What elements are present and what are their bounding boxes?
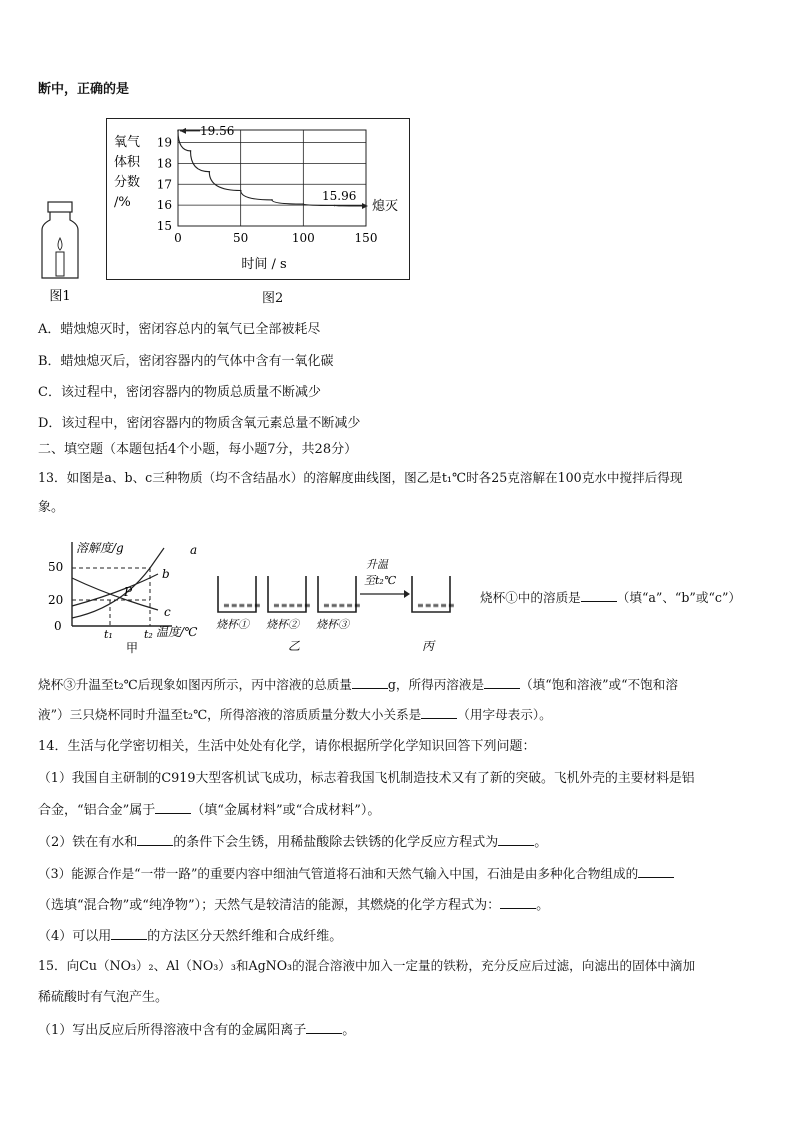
figure2-data-point — [334, 205, 336, 207]
figure2-caption: 图2 — [262, 291, 284, 306]
q14-p1b: 合金，“铝合金”属于 （填“金属材料”或“合成材料”）。 — [38, 803, 381, 818]
figure2-ytick-label: 18 — [156, 156, 172, 171]
q14-p1a: （1）我国自主研制的C919大型客机试飞成功，标志着我国飞机制造技术又有了新的突破。飞机外壳的主要材料是铝 — [38, 771, 695, 786]
q13-blank-4[interactable] — [421, 706, 457, 719]
jia-label-a: a — [190, 543, 198, 557]
jia-label-p: P — [124, 585, 133, 599]
figure2-data-point — [209, 171, 211, 173]
q13-blank-2[interactable] — [352, 676, 388, 689]
yi-beaker-2 — [268, 576, 312, 612]
svg-text:≡≡≡≡≡: ≡≡≡≡≡ — [223, 601, 262, 610]
q15-stem-2: 稀硫酸时有气泡产生。 — [38, 990, 169, 1005]
figure2-xlabel: 时间 / s — [241, 257, 287, 272]
figure2-ytick-label: 17 — [156, 177, 172, 192]
figure2-data-point — [271, 199, 273, 201]
figure2-xtick-label: 0 — [174, 231, 182, 245]
q12-option-c: C．该过程中，密闭容器内的物质总质量不断减少 — [38, 385, 321, 400]
jia-curve-c — [72, 578, 158, 610]
figure2-chart — [106, 118, 410, 280]
section2-title: 二、填空题（本题包括4个小题，每小题7分，共28分） — [38, 442, 358, 457]
q14-blank-5[interactable] — [500, 896, 536, 909]
figure2-data-point — [190, 150, 192, 152]
yi-label-2: 烧杯② — [266, 618, 299, 631]
q14-p4: （4）可以用 的方法区分天然纤维和合成纤维。 — [38, 929, 343, 944]
figure2-ytick-label: 19 — [156, 135, 172, 150]
figure2-ytick-label: 15 — [156, 219, 172, 233]
figure2-start-annotation: 19.56 — [200, 123, 235, 138]
svg-text:≡≡≡≡≡: ≡≡≡≡≡ — [273, 601, 312, 610]
jia-xlabel: 温度/℃ — [156, 625, 198, 639]
q15-p1: （1）写出反应后所得溶液中含有的金属阳离子 。 — [38, 1023, 356, 1038]
figure2-data-point — [240, 190, 242, 192]
q13-blank-1[interactable] — [581, 589, 617, 602]
jia-label-c: c — [164, 605, 171, 619]
figure1-candle-jar — [36, 200, 86, 308]
figure2-ylabel-line: 分数 — [114, 175, 141, 190]
jia-y20: 20 — [48, 593, 64, 607]
figure-yi-beakers — [214, 570, 362, 656]
figure2-ylabel-line: /% — [114, 195, 131, 210]
q15-blank-1[interactable] — [306, 1021, 342, 1034]
q13-stem-1: 13．如图是a、b、c三种物质（均不含结晶水）的溶解度曲线图，图乙是t₁℃时各25克溶解在100克水中搅拌后得现 — [38, 470, 683, 485]
figure1-caption: 图1 — [49, 289, 71, 304]
jia-t2: t₂ — [144, 628, 153, 641]
figure-bing — [360, 556, 460, 656]
figure2-data-point — [303, 203, 305, 205]
q12-option-a: A．蜡烛熄灭时，密闭容总内的氧气已全部被耗尽 — [38, 322, 321, 337]
intro-line: 断中，正确的是 — [38, 82, 130, 97]
svg-text:≡≡≡≡≡: ≡≡≡≡≡ — [417, 601, 456, 610]
jia-label-b: b — [162, 567, 170, 581]
figure-jia-solubility — [40, 538, 220, 654]
yi-caption: 乙 — [288, 639, 301, 653]
jia-origin: 0 — [54, 619, 62, 633]
jia-t1: t₁ — [104, 628, 113, 641]
figure2-data-point — [177, 130, 179, 132]
q13-line-3: 液”）三只烧杯同时升温至t₂℃，所得溶液的溶质质量分数大小关系是 （用字母表示）。 — [38, 707, 552, 722]
figure2-xtick-label: 150 — [354, 231, 378, 245]
yi-label-1: 烧杯① — [216, 618, 249, 631]
jia-y50: 50 — [48, 560, 64, 574]
figure2-end-annotation: 15.96 — [322, 188, 357, 203]
jia-caption: 甲 — [126, 641, 139, 654]
q13-stem-2: 象。 — [38, 500, 65, 515]
q14-p2: （2）铁在有水和 的条件下会生锈，用稀盐酸除去铁锈的化学反应方程式为 。 — [38, 835, 548, 850]
yi-beaker-1 — [218, 576, 262, 612]
figure2-ytick-label: 16 — [156, 198, 172, 213]
q13-side-text: 烧杯①中的溶质是 （填“a”、“b”或“c”） — [480, 590, 741, 605]
q14-blank-3[interactable] — [498, 833, 534, 846]
q15-stem-1: 15．向Cu（NO₃）₂、Al（NO₃）₃和AgNO₃的混合溶液中加入一定量的铁粉，充分反应后过滤，向滤出的固体中滴加 — [38, 958, 696, 973]
q14-blank-4[interactable] — [638, 865, 674, 878]
yi-label-3: 烧杯③ — [316, 618, 349, 631]
yi-beaker-3 — [318, 576, 362, 612]
figure2-ylabel-line: 氧气 — [114, 135, 141, 150]
figure2-end-label: 熄灭 — [372, 198, 399, 214]
q13-line-2: 烧杯③升温至t₂℃后现象如图丙所示，丙中溶液的总质量 g，所得丙溶液是 （填“饱和溶液”或“不饱和溶 — [38, 677, 678, 692]
figure2-xtick-label: 50 — [233, 231, 249, 245]
jia-ylabel: 溶解度/g — [76, 541, 124, 555]
bing-caption: 丙 — [422, 639, 435, 653]
q14-stem: 14．生活与化学密切相关，生活中处处有化学，请你根据所学化学知识回答下列问题： — [38, 739, 536, 754]
q14-blank-6[interactable] — [111, 927, 147, 940]
q14-blank-2[interactable] — [137, 833, 173, 846]
svg-text:≡≡≡≡≡: ≡≡≡≡≡ — [323, 601, 362, 610]
bing-arrow-top: 升温 — [366, 558, 388, 571]
figure2-ylabel-line: 体积 — [114, 155, 141, 170]
figure2-xtick-label: 100 — [291, 231, 315, 245]
q12-option-b: B．蜡烛熄灭后，密闭容器内的气体中含有一氧化碳 — [38, 354, 334, 369]
q14-p3a: （3）能源合作是“一带一路”的重要内容中细油气管道将石油和天然气输入中国，石油是由多种化合物组成的 — [38, 865, 674, 882]
bing-arrow-bottom: 至t₂℃ — [364, 574, 397, 587]
q14-p3b: （选填“混合物”或“纯净物”）；天然气是较清洁的能源，其燃烧的化学方程式为： 。 — [38, 898, 550, 913]
q14-blank-1[interactable] — [155, 801, 191, 814]
q12-option-d: D．该过程中，密闭容器内的物质含氧元素总量不断减少 — [38, 416, 361, 431]
q13-blank-3[interactable] — [484, 676, 520, 689]
